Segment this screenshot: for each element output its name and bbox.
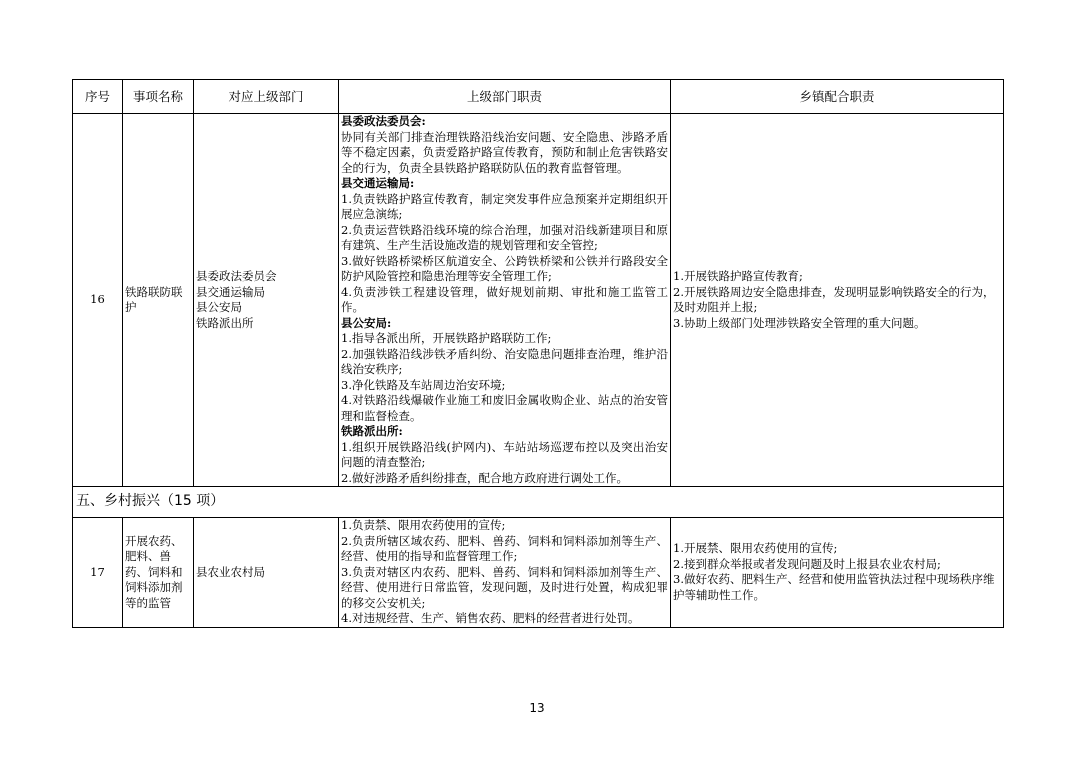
item-name: 铁路联防联护 [123, 114, 194, 487]
duty-item: 1.指导各派出所，开展铁路护路联防工作; [341, 331, 552, 345]
page-number: 13 [529, 701, 545, 715]
township-item: 3.协助上级部门处理涉铁路安全管理的重大问题。 [673, 315, 926, 330]
dept-heading: 县公安局: [341, 315, 392, 330]
section-row [73, 487, 1004, 518]
duty-item: 2.负责运营铁路沿线环境的综合治理，加强对沿线新建项目和原有建筑、生产生活设施改造的规划管理和安全管控; [341, 222, 668, 252]
header-row [73, 80, 1004, 114]
superior-duties [339, 114, 671, 487]
header-item-name: 事项名称 [123, 80, 194, 114]
superior-departments [194, 114, 339, 487]
table-row [73, 518, 1004, 628]
header-superior-dept: 对应上级部门 [194, 80, 339, 114]
department-line: 铁路派出所 [196, 315, 254, 330]
row-number: 17 [73, 518, 123, 628]
duty-item: 2.加强铁路沿线涉铁矛盾纠纷、治安隐患问题排查治理，维护沿线治安秩序; [341, 346, 668, 376]
township-duties [671, 114, 1004, 487]
township-duties [671, 518, 1004, 628]
duty-item: 1.组织开展铁路沿线(护网内)、车站站场巡逻布控以及突出治安问题的清查整治; [341, 439, 668, 469]
duty-item: 4.对铁路沿线爆破作业施工和废旧金属收购企业、站点的治安管理和监督检查。 [341, 393, 668, 423]
duty-item: 1.负责铁路护路宣传教育，制定突发事件应急预案并定期组织开展应急演练; [341, 191, 668, 221]
header-num: 序号 [73, 80, 123, 114]
department-line: 县委政法委员会 [196, 269, 277, 283]
header-superior-duties: 上级部门职责 [339, 80, 671, 114]
dept-heading: 县交通运输局: [341, 176, 415, 190]
superior-duties [339, 518, 671, 628]
duty-item: 2.做好涉路矛盾纠纷排查，配合地方政府进行调处工作。 [341, 470, 628, 485]
dept-heading: 铁路派出所: [341, 424, 403, 438]
row-number: 16 [73, 114, 123, 487]
duty-item: 协同有关部门排查治理铁路沿线治安问题、安全隐患、涉路矛盾等不稳定因素，负责爱路护路宣传教育，预防和制止危害铁路安全的行为，负责全县铁路护路联防队伍的教育监督管理。 [341, 129, 668, 175]
duty-item: 4.负责涉铁工程建设管理，做好规划前期、审批和施工监管工作。 [341, 284, 668, 314]
duty-item: 3.做好铁路桥梁桥区航道安全、公跨铁桥梁和公铁并行路段安全防护风险管控和隐患治理等安全管理工作; [341, 253, 668, 283]
department-line: 县交通运输局 [196, 284, 265, 299]
township-item: 1.开展禁、限用农药使用的宣传; [673, 541, 838, 556]
table-row [73, 114, 1004, 487]
duty-item: 2.负责所辖区域农药、肥料、兽药、饲料和饲料添加剂等生产、经营、使用的指导和监督管理工作; [341, 533, 668, 563]
section-title: 五、乡村振兴（15 项） [73, 487, 1004, 518]
duty-item: 4.对违规经营、生产、销售农药、肥料的经营者进行处罚。 [341, 611, 640, 625]
header-township-duties: 乡镇配合职责 [671, 80, 1004, 114]
duty-item: 3.净化铁路及车站周边治安环境; [341, 377, 506, 392]
township-item: 2.接到群众举报或者发现问题及时上报县农业农村局; [673, 556, 941, 571]
township-item: 3.做好农药、肥料生产、经营和使用监管执法过程中现场秩序维护等辅助性工作。 [673, 572, 995, 602]
duty-item: 1.负责禁、限用农药使用的宣传; [341, 518, 506, 532]
superior-departments: 县农业农村局 [194, 518, 339, 628]
duty-item: 3.负责对辖区内农药、肥料、兽药、饲料和饲料添加剂等生产、经营、使用进行日常监管，发现问题，及时进行处置，构成犯罪的移交公安机关; [341, 564, 668, 610]
township-item: 1.开展铁路护路宣传教育; [673, 269, 803, 283]
township-item: 2.开展铁路周边安全隐患排查，发现明显影响铁路安全的行为，及时劝阻并上报; [673, 284, 995, 314]
dept-heading: 县委政法委员会: [341, 114, 426, 128]
department-line: 县公安局 [196, 300, 242, 314]
item-name: 开展农药、肥料、兽药、饲料和饲料添加剂等的监管 [123, 518, 194, 628]
responsibility-table [72, 79, 1004, 628]
